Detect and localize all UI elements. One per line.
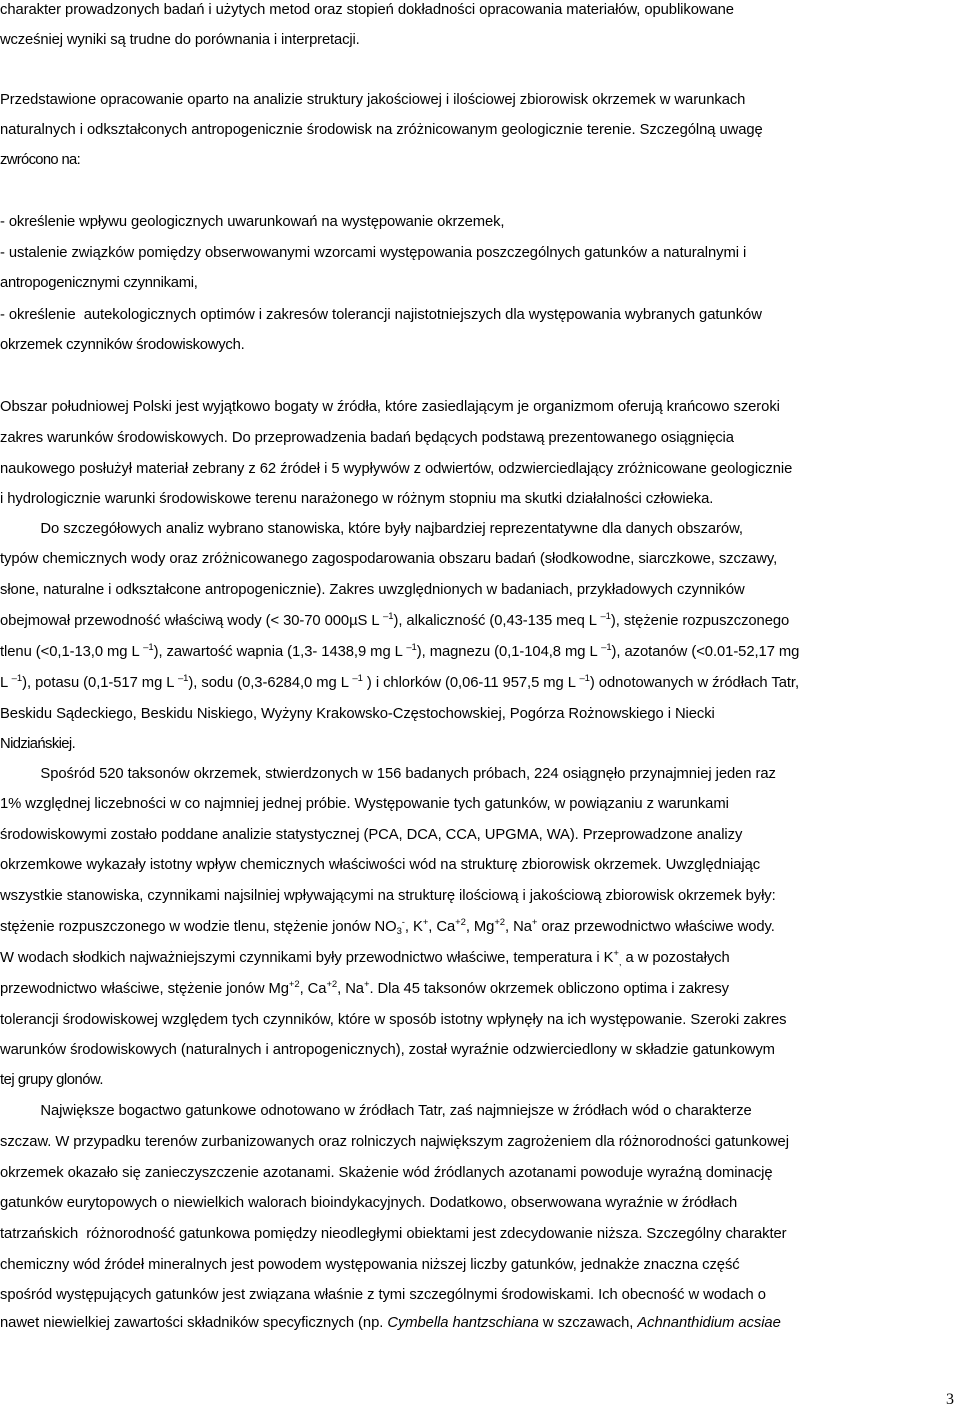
text-line <box>0 519 960 539</box>
text-line <box>0 120 960 140</box>
text-run: ), sodu (0,3-6284,0 mg L <box>188 675 353 691</box>
superscript: +2 <box>288 979 300 990</box>
text-line <box>0 825 960 845</box>
text-run: Do szczegółowych analiz wybrano stanowiska, które były najbardziej reprezentatywne dla danych obszarów, <box>0 521 743 537</box>
italic-species-name: Achnanthidium acsiae <box>637 1315 781 1331</box>
superscript: +2 <box>326 979 338 990</box>
text-line <box>0 948 960 968</box>
text-line <box>0 1255 960 1275</box>
text-run: antropogenicznymi czynnikami, <box>0 275 198 291</box>
italic-species-name: Cymbella hantzschiana <box>387 1315 539 1331</box>
superscript: +2 <box>455 917 466 928</box>
superscript: –1 <box>406 642 417 653</box>
text-run: - określenie autekologicznych optimów i zakresów tolerancji najistotniejszych dla występowania wybranych gatunków <box>0 307 762 323</box>
text-run: ) odnotowanych w źródłach Tatr, <box>589 675 799 691</box>
text-line <box>0 1070 960 1090</box>
superscript: + <box>363 979 370 990</box>
text-line <box>0 397 960 417</box>
text-run: Największe bogactwo gatunkowe odnotowano w źródłach Tatr, zaś najmniejsze w źródłach wód o charakterze <box>0 1103 752 1119</box>
text-run: , Ca <box>428 919 456 935</box>
text-run: - ustalenie związków pomiędzy obserwowanymi wzorcami występowania poszczególnych gatunków a naturalnymi i <box>0 245 747 261</box>
text-run: , Na <box>505 919 532 935</box>
text-run: ), azotanów (<0.01-52,17 mg <box>611 644 800 660</box>
text-line <box>0 0 960 20</box>
text-line <box>0 1040 960 1060</box>
text-line <box>0 30 960 50</box>
text-line <box>0 90 960 110</box>
text-run: okrzemek okazało się zanieczyszczenie azotanami. Skażenie wód źródlanych azotanami powoduje wyraźną dominację <box>0 1165 773 1181</box>
text-run: przewodnictwo właściwe, stężenie jonów Mg <box>0 981 289 997</box>
text-line <box>0 305 960 325</box>
text-run: ), magnezu (0,1-104,8 mg L <box>416 644 602 660</box>
text-run: słone, naturalne i odkształcone antropogenicznie). Zakres uwzględnionych w badaniach, przykładowych czynników <box>0 582 745 598</box>
text-line <box>0 428 960 448</box>
superscript: –1 <box>177 673 189 684</box>
superscript: –1 <box>143 642 154 653</box>
superscript: + <box>613 948 619 959</box>
text-run: Beskidu Sądeckiego, Beskidu Niskiego, Wyżyny Krakowsko-Częstochowskiej, Pogórza Rożnowskiego i Niecki <box>0 706 715 722</box>
text-line <box>0 335 960 355</box>
text-line <box>0 886 960 906</box>
text-run: tej grupy glonów. <box>0 1072 104 1088</box>
text-run: okrzemek czynników środowiskowych. <box>0 337 245 353</box>
text-run: , Na <box>337 981 364 997</box>
text-run: charakter prowadzonych badań i użytych metod oraz stopień dokładności opracowania materiałów, opublikowane <box>0 2 734 18</box>
text-run: , Mg <box>465 919 495 935</box>
text-run: oraz przewodnictwo właściwe wody. <box>537 919 775 935</box>
text-line <box>0 704 960 724</box>
superscript: –1 <box>579 673 590 684</box>
superscript: + <box>531 917 538 928</box>
text-run: wszystkie stanowiska, czynnikami najsilniej wpływającymi na strukturę ilościową i jakościową zbiorowisk okrzemek były: <box>0 888 776 904</box>
text-run: 1% względnej liczebności w co najmniej jednej próbie. Występowanie tych gatunków, w powiązaniu z warunkami <box>0 796 729 812</box>
text-run: zwrócono na: <box>0 152 81 168</box>
text-run: ), zawartość wapnia (1,3- 1438,9 mg L <box>153 644 407 660</box>
text-line <box>0 611 960 631</box>
text-line <box>0 212 960 232</box>
text-run: ), stężenie rozpuszczonego <box>610 613 790 629</box>
text-run: Obszar południowej Polski jest wyjątkowo bogaty w źródła, które zasiedlającym je organizmom oferują krańcowo szeroki <box>0 399 780 415</box>
text-run: okrzemkowe wykazały istotny wpływ chemicznych właściwości wód na strukturę zbiorowisk okrzemek. Uwzględniając <box>0 857 761 873</box>
text-line <box>0 580 960 600</box>
text-run: wcześniej wyniki są trudne do porównania i interpretacji. <box>0 32 360 48</box>
text-line <box>0 1313 960 1333</box>
text-line <box>0 459 960 479</box>
text-line <box>0 764 960 784</box>
text-run: - określenie wpływu geologicznych uwarunkowań na występowanie okrzemek, <box>0 214 505 230</box>
text-run: . Dla 45 taksonów okrzemek obliczono optima i zakresy <box>369 981 729 997</box>
text-run: zakres warunków środowiskowych. Do przeprowadzenia badań będących podstawą prezentowanego osiągnięcia <box>0 430 734 446</box>
text-line <box>0 1010 960 1030</box>
text-line <box>0 1132 960 1152</box>
text-run: szczaw. W przypadku terenów zurbanizowanych oraz rolniczych największym zagrożeniem dla różnorodności gatunkowej <box>0 1134 789 1150</box>
text-run: tolerancji środowiskowej względem tych czynników, które w sposób istotny wpłynęły na ich występowanie. Szeroki zakres <box>0 1012 787 1028</box>
text-run: L <box>0 675 12 691</box>
text-run: w szczawach, <box>538 1315 638 1331</box>
superscript: –1 <box>383 611 394 622</box>
text-run: typów chemicznych wody oraz zróżnicowanego zagospodarowania obszaru badań (słodkowodne, siarczkowe, szczawy, <box>0 551 778 567</box>
text-run: środowiskowymi zostało poddane analizie statystycznej (PCA, DCA, CCA, UPGMA, WA). Przeprowadzone analizy <box>0 827 743 843</box>
text-run: i hydrologicznie warunki środowiskowe terenu narażonego w różnym stopniu ma skutki działalności człowieka. <box>0 491 714 507</box>
text-run: Nidziańskiej. <box>0 736 76 752</box>
text-run: tlenu (<0,1-13,0 mg L <box>0 644 144 660</box>
text-line <box>0 150 960 170</box>
text-line <box>0 1163 960 1183</box>
text-line <box>0 273 960 293</box>
text-run: a w pozostałych <box>621 950 730 966</box>
text-line <box>0 734 960 754</box>
text-run: Spośród 520 taksonów okrzemek, stwierdzonych w 156 badanych próbach, 224 osiągnęło przynajmniej jeden raz <box>0 766 776 782</box>
text-run: obejmował przewodność właściwą wody (< 30-70 000µS L <box>0 613 384 629</box>
text-run: naturalnych i odkształconych antropogenicznie środowisk na zróżnicowanym geologicznie terenie. Szczególną uwagę <box>0 122 763 138</box>
superscript: –1 <box>11 673 23 684</box>
text-line <box>0 917 960 937</box>
text-line <box>0 489 960 509</box>
text-line <box>0 855 960 875</box>
text-run: warunków środowiskowych (naturalnych i antropogenicznych), został wyraźnie odzwierciedlony w składzie gatunkowym <box>0 1042 775 1058</box>
superscript: –1 <box>601 642 612 653</box>
text-run: ) i chlorków (0,06-11 957,5 mg L <box>362 675 580 691</box>
text-run: , K <box>404 919 423 935</box>
text-line <box>0 642 960 662</box>
text-run: spośród występujących gatunków jest związana właśnie z tymi szczególnymi środowiskami. Ich obecność w wodach o <box>0 1287 766 1303</box>
text-run: nawet niewielkiej zawartości składników specyficznych (np. <box>0 1315 388 1331</box>
text-line <box>0 243 960 263</box>
text-run: Przedstawione opracowanie oparto na analizie struktury jakościowej i ilościowej zbiorowisk okrzemek w warunkach <box>0 92 746 108</box>
text-run: ), potasu (0,1-517 mg L <box>22 675 178 691</box>
text-line <box>0 1193 960 1213</box>
subscript: , <box>618 957 622 968</box>
text-line <box>0 549 960 569</box>
superscript: +2 <box>494 917 506 928</box>
superscript: –1 <box>600 611 611 622</box>
subscript: 3 <box>396 926 402 937</box>
text-line <box>0 1101 960 1121</box>
superscript: + <box>422 917 429 928</box>
text-line <box>0 1224 960 1244</box>
text-run: stężenie rozpuszczonego w wodzie tlenu, stężenie jonów NO <box>0 919 397 935</box>
text-run: ), alkaliczność (0,43-135 meq L <box>393 613 601 629</box>
text-line <box>0 794 960 814</box>
text-run: gatunków eurytopowych o niewielkich walorach bioindykacyjnych. Dodatkowo, obserwowana wyraźnie w źródłach <box>0 1195 738 1211</box>
text-run: chemiczny wód źródeł mineralnych jest powodem występowania niższej liczby gatunków, jednakże znaczna część <box>0 1257 740 1273</box>
text-run: , Ca <box>299 981 327 997</box>
text-line <box>0 673 960 693</box>
text-run: tatrzańskich różnorodność gatunkowa pomiędzy nieodległymi obiektami jest zdecydowanie niższa. Szczególny charakter <box>0 1226 787 1242</box>
text-line <box>0 979 960 999</box>
text-run: naukowego posłużył materiał zebrany z 62 źródeł i 5 wypływów z odwiertów, odzwierciedlający zróżnicowane geologicznie <box>0 461 793 477</box>
text-run: W wodach słodkich najważniejszymi czynnikami były przewodnictwo właściwe, temperatura i K <box>0 950 614 966</box>
page-number: 3 <box>946 1391 954 1408</box>
text-line <box>0 1285 960 1305</box>
superscript: - <box>401 917 405 928</box>
superscript: –1 <box>352 673 363 684</box>
